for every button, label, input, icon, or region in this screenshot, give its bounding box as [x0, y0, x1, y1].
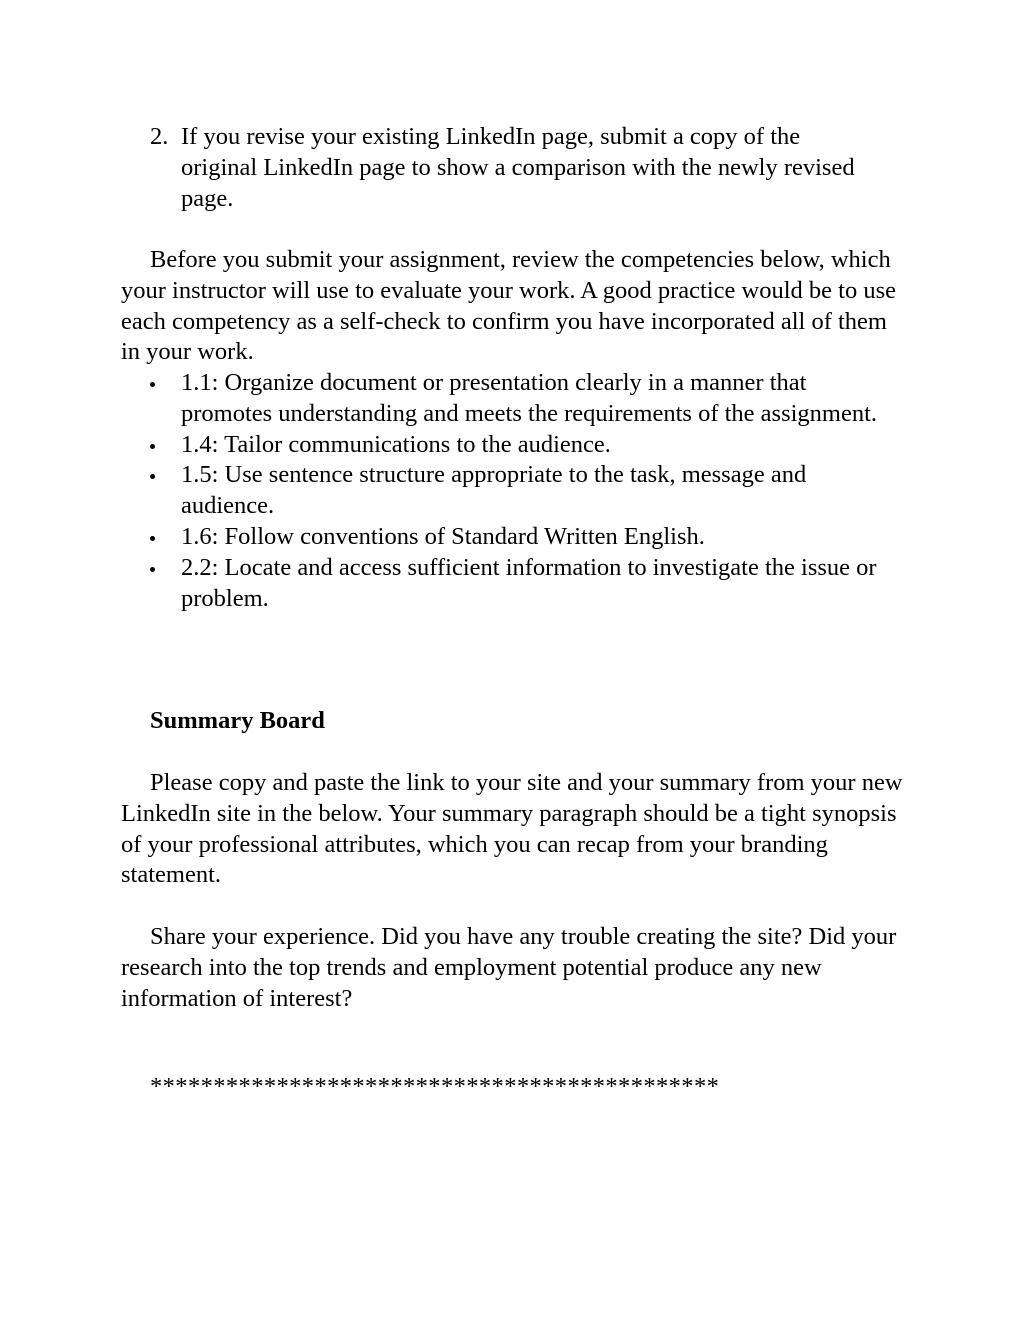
competency-text: 1.1: Organize document or presentation clearly in a manner that promotes understanding and meets the requirements of the assignment.: [181, 369, 878, 427]
list-item-text: If you revise your existing LinkedIn page, submit a copy of the original LinkedIn page to show a comparison with the newly revised page.: [181, 123, 855, 212]
experience-paragraph: Share your experience. Did you have any trouble creating the site? Did your research into the top trends and employment potential produce any new information of interest?: [121, 923, 897, 1012]
intro-paragraph: Before you submit your assignment, review the competencies below, which your instructor will use to evaluate your work. A good practice would be to use each competency as a self-check to confirm you have incorporated all of them in your work.: [121, 246, 896, 366]
competency-item: [150, 460, 881, 522]
competency-item: [150, 553, 881, 615]
competency-list: [150, 368, 910, 614]
bullet-icon: [150, 536, 155, 541]
bullet-icon: [150, 382, 155, 387]
section-heading: Summary Board: [150, 707, 325, 734]
summary-paragraph: Please copy and paste the link to your site and your summary from your new LinkedIn site in the below. Your summary paragraph should be a tight synopsis of your professional attributes, which you can recap from your branding statement.: [121, 769, 903, 889]
bullet-icon: [150, 474, 155, 479]
numbered-list-item: [150, 122, 910, 214]
bullet-icon: [150, 567, 155, 572]
list-number: 2.: [150, 123, 169, 150]
competency-item: [150, 430, 881, 461]
competency-item: [150, 368, 881, 430]
separator-line: *********************************************: [150, 1073, 720, 1100]
competency-text: 1.4: Tailor communications to the audience.: [181, 430, 611, 458]
bullet-icon: [150, 444, 155, 449]
competency-item: [150, 522, 881, 553]
competency-text: 1.5: Use sentence structure appropriate to the task, message and audience.: [181, 461, 807, 520]
competency-text: 1.6: Follow conventions of Standard Written English.: [181, 522, 705, 550]
competency-text: 2.2: Locate and access sufficient information to investigate the issue or problem.: [181, 553, 877, 612]
